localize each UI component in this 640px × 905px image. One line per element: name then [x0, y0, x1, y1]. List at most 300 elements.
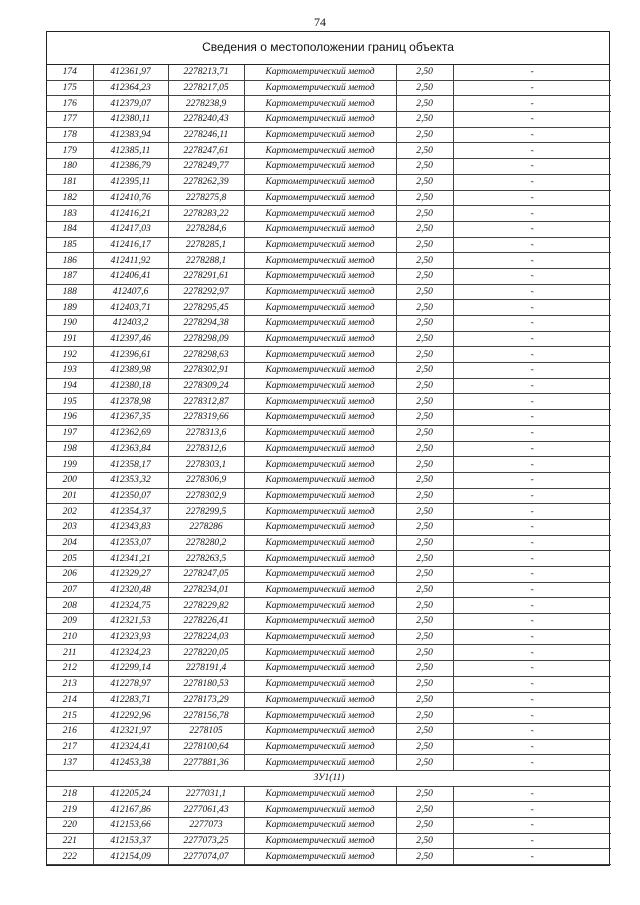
y-coordinate-cell: 2278226,41: [168, 614, 244, 630]
x-coordinate-cell: 412153,37: [93, 833, 168, 849]
point-number-cell: 202: [47, 504, 93, 520]
table-row: [47, 708, 611, 724]
table-row: [47, 300, 611, 316]
note-cell: -: [453, 849, 611, 865]
method-cell: Картометрический метод: [244, 849, 396, 865]
x-coordinate-cell: 412324,41: [93, 739, 168, 755]
table-row: [47, 347, 611, 363]
x-coordinate-cell: 412299,14: [93, 661, 168, 677]
x-coordinate-cell: 412354,37: [93, 504, 168, 520]
method-cell: Картометрический метод: [244, 535, 396, 551]
point-number-cell: 193: [47, 363, 93, 379]
point-number-cell: 201: [47, 488, 93, 504]
method-cell: Картометрический метод: [244, 331, 396, 347]
accuracy-cell: 2,50: [396, 253, 453, 269]
method-cell: Картометрический метод: [244, 410, 396, 426]
table-row: [47, 582, 611, 598]
y-coordinate-cell: 2278295,45: [168, 300, 244, 316]
method-cell: Картометрический метод: [244, 441, 396, 457]
x-coordinate-cell: 412153,66: [93, 818, 168, 834]
x-coordinate-cell: 412395,11: [93, 174, 168, 190]
y-coordinate-cell: 2278217,05: [168, 80, 244, 96]
note-cell: -: [453, 394, 611, 410]
table-row: [47, 143, 611, 159]
note-cell: -: [453, 425, 611, 441]
table-row: [47, 755, 611, 771]
table-row: [47, 441, 611, 457]
method-cell: Картометрический метод: [244, 190, 396, 206]
accuracy-cell: 2,50: [396, 316, 453, 332]
accuracy-cell: 2,50: [396, 645, 453, 661]
x-coordinate-cell: 412341,21: [93, 551, 168, 567]
accuracy-cell: 2,50: [396, 786, 453, 802]
note-cell: -: [453, 316, 611, 332]
y-coordinate-cell: 2278238,9: [168, 96, 244, 112]
note-cell: -: [453, 472, 611, 488]
point-number-cell: 185: [47, 237, 93, 253]
method-cell: Картометрический метод: [244, 567, 396, 583]
method-cell: Картометрический метод: [244, 112, 396, 128]
x-coordinate-cell: 412411,92: [93, 253, 168, 269]
method-cell: Картометрический метод: [244, 237, 396, 253]
point-number-cell: 174: [47, 65, 93, 80]
x-coordinate-cell: 412353,07: [93, 535, 168, 551]
x-coordinate-cell: 412350,07: [93, 488, 168, 504]
accuracy-cell: 2,50: [396, 441, 453, 457]
y-coordinate-cell: 2278262,39: [168, 174, 244, 190]
note-cell: -: [453, 582, 611, 598]
note-cell: -: [453, 833, 611, 849]
point-number-cell: 207: [47, 582, 93, 598]
table-row: [47, 96, 611, 112]
x-coordinate-cell: 412353,32: [93, 472, 168, 488]
y-coordinate-cell: 2278306,9: [168, 472, 244, 488]
y-coordinate-cell: 2278286: [168, 519, 244, 535]
table-row: [47, 614, 611, 630]
note-cell: -: [453, 174, 611, 190]
method-cell: Картометрический метод: [244, 582, 396, 598]
table-row: [47, 598, 611, 614]
point-number-cell: 205: [47, 551, 93, 567]
x-coordinate-cell: 412385,11: [93, 143, 168, 159]
x-coordinate-cell: 412364,23: [93, 80, 168, 96]
note-cell: -: [453, 65, 611, 80]
method-cell: Картометрический метод: [244, 818, 396, 834]
x-coordinate-cell: 412397,46: [93, 331, 168, 347]
point-number-cell: 220: [47, 818, 93, 834]
note-cell: -: [453, 504, 611, 520]
accuracy-cell: 2,50: [396, 551, 453, 567]
note-cell: -: [453, 300, 611, 316]
accuracy-cell: 2,50: [396, 723, 453, 739]
x-coordinate-cell: 412324,23: [93, 645, 168, 661]
accuracy-cell: 2,50: [396, 567, 453, 583]
y-coordinate-cell: 2278298,63: [168, 347, 244, 363]
table-row: [47, 472, 611, 488]
y-coordinate-cell: 2278105: [168, 723, 244, 739]
accuracy-cell: 2,50: [396, 284, 453, 300]
accuracy-cell: 2,50: [396, 159, 453, 175]
note-cell: -: [453, 661, 611, 677]
accuracy-cell: 2,50: [396, 378, 453, 394]
accuracy-cell: 2,50: [396, 818, 453, 834]
y-coordinate-cell: 2278213,71: [168, 65, 244, 80]
accuracy-cell: 2,50: [396, 739, 453, 755]
x-coordinate-cell: 412406,41: [93, 268, 168, 284]
x-coordinate-cell: 412403,2: [93, 316, 168, 332]
table-row: [47, 253, 611, 269]
y-coordinate-cell: 2277074,07: [168, 849, 244, 865]
x-coordinate-cell: 412320,48: [93, 582, 168, 598]
x-coordinate-cell: 412343,83: [93, 519, 168, 535]
x-coordinate-cell: 412389,98: [93, 363, 168, 379]
y-coordinate-cell: 2278319,66: [168, 410, 244, 426]
accuracy-cell: 2,50: [396, 190, 453, 206]
y-coordinate-cell: 2277881,36: [168, 755, 244, 771]
table-row: [47, 378, 611, 394]
method-cell: Картометрический метод: [244, 661, 396, 677]
point-number-cell: 196: [47, 410, 93, 426]
y-coordinate-cell: 2278247,05: [168, 567, 244, 583]
table-row: [47, 802, 611, 818]
accuracy-cell: 2,50: [396, 425, 453, 441]
y-coordinate-cell: 2278288,1: [168, 253, 244, 269]
x-coordinate-cell: 412380,18: [93, 378, 168, 394]
x-coordinate-cell: 412363,84: [93, 441, 168, 457]
note-cell: -: [453, 190, 611, 206]
y-coordinate-cell: 2278246,11: [168, 127, 244, 143]
x-coordinate-cell: 412378,98: [93, 394, 168, 410]
x-coordinate-cell: 412362,69: [93, 425, 168, 441]
note-cell: -: [453, 614, 611, 630]
y-coordinate-cell: 2278283,22: [168, 206, 244, 222]
accuracy-cell: 2,50: [396, 174, 453, 190]
point-number-cell: 189: [47, 300, 93, 316]
table-row: [47, 457, 611, 473]
point-number-cell: 188: [47, 284, 93, 300]
note-cell: -: [453, 221, 611, 237]
accuracy-cell: 2,50: [396, 237, 453, 253]
x-coordinate-cell: 412167,86: [93, 802, 168, 818]
note-cell: -: [453, 551, 611, 567]
accuracy-cell: 2,50: [396, 363, 453, 379]
table-row: [47, 849, 611, 865]
accuracy-cell: 2,50: [396, 410, 453, 426]
point-number-cell: 179: [47, 143, 93, 159]
y-coordinate-cell: 2278173,29: [168, 692, 244, 708]
accuracy-cell: 2,50: [396, 802, 453, 818]
y-coordinate-cell: 2277073,25: [168, 833, 244, 849]
method-cell: Картометрический метод: [244, 221, 396, 237]
y-coordinate-cell: 2278285,1: [168, 237, 244, 253]
accuracy-cell: 2,50: [396, 629, 453, 645]
accuracy-cell: 2,50: [396, 80, 453, 96]
y-coordinate-cell: 2278220,05: [168, 645, 244, 661]
boundary-table: [46, 31, 610, 866]
accuracy-cell: 2,50: [396, 692, 453, 708]
method-cell: Картометрический метод: [244, 802, 396, 818]
y-coordinate-cell: 2278224,03: [168, 629, 244, 645]
y-coordinate-cell: 2277061,43: [168, 802, 244, 818]
x-coordinate-cell: 412205,24: [93, 786, 168, 802]
point-number-cell: 214: [47, 692, 93, 708]
note-cell: -: [453, 363, 611, 379]
x-coordinate-cell: 412292,96: [93, 708, 168, 724]
x-coordinate-cell: 412403,71: [93, 300, 168, 316]
note-cell: -: [453, 692, 611, 708]
point-number-cell: 206: [47, 567, 93, 583]
point-number-cell: 180: [47, 159, 93, 175]
accuracy-cell: 2,50: [396, 661, 453, 677]
point-number-cell: 209: [47, 614, 93, 630]
x-coordinate-cell: 412154,09: [93, 849, 168, 865]
point-number-cell: 221: [47, 833, 93, 849]
accuracy-cell: 2,50: [396, 143, 453, 159]
x-coordinate-cell: 412407,6: [93, 284, 168, 300]
y-coordinate-cell: 2278234,01: [168, 582, 244, 598]
note-cell: -: [453, 112, 611, 128]
point-number-cell: 192: [47, 347, 93, 363]
note-cell: -: [453, 253, 611, 269]
accuracy-cell: 2,50: [396, 676, 453, 692]
point-number-cell: 204: [47, 535, 93, 551]
point-number-cell: 216: [47, 723, 93, 739]
method-cell: Картометрический метод: [244, 253, 396, 269]
accuracy-cell: 2,50: [396, 300, 453, 316]
note-cell: -: [453, 708, 611, 724]
y-coordinate-cell: 2277073: [168, 818, 244, 834]
point-number-cell: 212: [47, 661, 93, 677]
note-cell: -: [453, 268, 611, 284]
table-row: [47, 723, 611, 739]
x-coordinate-cell: 412283,71: [93, 692, 168, 708]
method-cell: Картометрический метод: [244, 786, 396, 802]
accuracy-cell: 2,50: [396, 598, 453, 614]
section-label: ЗУ1(11): [47, 770, 611, 786]
table-row: [47, 488, 611, 504]
note-cell: -: [453, 802, 611, 818]
accuracy-cell: 2,50: [396, 112, 453, 128]
note-cell: -: [453, 410, 611, 426]
y-coordinate-cell: 2278229,82: [168, 598, 244, 614]
point-number-cell: 177: [47, 112, 93, 128]
y-coordinate-cell: 2278249,77: [168, 159, 244, 175]
table-row: [47, 206, 611, 222]
method-cell: Картометрический метод: [244, 645, 396, 661]
point-number-cell: 183: [47, 206, 93, 222]
accuracy-cell: 2,50: [396, 347, 453, 363]
y-coordinate-cell: 2278303,1: [168, 457, 244, 473]
point-number-cell: 184: [47, 221, 93, 237]
method-cell: Картометрический метод: [244, 504, 396, 520]
table-row: [47, 363, 611, 379]
accuracy-cell: 2,50: [396, 331, 453, 347]
accuracy-cell: 2,50: [396, 472, 453, 488]
note-cell: -: [453, 629, 611, 645]
method-cell: Картометрический метод: [244, 598, 396, 614]
note-cell: -: [453, 488, 611, 504]
table-row: [47, 818, 611, 834]
y-coordinate-cell: 2278180,53: [168, 676, 244, 692]
note-cell: -: [453, 284, 611, 300]
point-number-cell: 191: [47, 331, 93, 347]
accuracy-cell: 2,50: [396, 833, 453, 849]
point-number-cell: 176: [47, 96, 93, 112]
point-number-cell: 210: [47, 629, 93, 645]
y-coordinate-cell: 2278100,64: [168, 739, 244, 755]
accuracy-cell: 2,50: [396, 457, 453, 473]
table-row: [47, 551, 611, 567]
accuracy-cell: 2,50: [396, 394, 453, 410]
x-coordinate-cell: 412324,75: [93, 598, 168, 614]
note-cell: -: [453, 457, 611, 473]
table-row: [47, 519, 611, 535]
y-coordinate-cell: 2278263,5: [168, 551, 244, 567]
accuracy-cell: 2,50: [396, 708, 453, 724]
method-cell: Картометрический метод: [244, 739, 396, 755]
table-row: [47, 159, 611, 175]
method-cell: Картометрический метод: [244, 472, 396, 488]
point-number-cell: 200: [47, 472, 93, 488]
y-coordinate-cell: 2278294,38: [168, 316, 244, 332]
x-coordinate-cell: 412416,21: [93, 206, 168, 222]
point-number-cell: 187: [47, 268, 93, 284]
point-number-cell: 182: [47, 190, 93, 206]
method-cell: Картометрический метод: [244, 519, 396, 535]
table-row: [47, 127, 611, 143]
x-coordinate-cell: 412379,07: [93, 96, 168, 112]
y-coordinate-cell: 2278298,09: [168, 331, 244, 347]
x-coordinate-cell: 412416,17: [93, 237, 168, 253]
y-coordinate-cell: 2278156,78: [168, 708, 244, 724]
method-cell: Картометрический метод: [244, 692, 396, 708]
page-number: 74: [314, 15, 326, 29]
table-body: [47, 65, 611, 865]
y-coordinate-cell: 2278280,2: [168, 535, 244, 551]
x-coordinate-cell: 412380,11: [93, 112, 168, 128]
method-cell: Картометрический метод: [244, 174, 396, 190]
y-coordinate-cell: 2278302,91: [168, 363, 244, 379]
table-row: [47, 535, 611, 551]
method-cell: Картометрический метод: [244, 614, 396, 630]
method-cell: Картометрический метод: [244, 65, 396, 80]
accuracy-cell: 2,50: [396, 582, 453, 598]
point-number-cell: 213: [47, 676, 93, 692]
table-row: [47, 692, 611, 708]
y-coordinate-cell: 2278309,24: [168, 378, 244, 394]
x-coordinate-cell: 412383,94: [93, 127, 168, 143]
note-cell: -: [453, 786, 611, 802]
method-cell: Картометрический метод: [244, 127, 396, 143]
y-coordinate-cell: 2278292,97: [168, 284, 244, 300]
x-coordinate-cell: 412361,97: [93, 65, 168, 80]
table-row: [47, 661, 611, 677]
point-number-cell: 195: [47, 394, 93, 410]
point-number-cell: 215: [47, 708, 93, 724]
accuracy-cell: 2,50: [396, 96, 453, 112]
method-cell: Картометрический метод: [244, 300, 396, 316]
note-cell: -: [453, 159, 611, 175]
point-number-cell: 218: [47, 786, 93, 802]
y-coordinate-cell: 2278312,87: [168, 394, 244, 410]
accuracy-cell: 2,50: [396, 206, 453, 222]
table-row: [47, 237, 611, 253]
y-coordinate-cell: 2278299,5: [168, 504, 244, 520]
table-row: [47, 331, 611, 347]
table-row: [47, 316, 611, 332]
point-number-cell: 190: [47, 316, 93, 332]
point-number-cell: 197: [47, 425, 93, 441]
point-number-cell: 178: [47, 127, 93, 143]
table-row: [47, 394, 611, 410]
table-row: [47, 833, 611, 849]
coordinates-table: [47, 65, 611, 865]
table-row: [47, 80, 611, 96]
method-cell: Картометрический метод: [244, 457, 396, 473]
point-number-cell: 186: [47, 253, 93, 269]
x-coordinate-cell: 412410,76: [93, 190, 168, 206]
note-cell: -: [453, 237, 611, 253]
x-coordinate-cell: 412278,97: [93, 676, 168, 692]
y-coordinate-cell: 2278313,6: [168, 425, 244, 441]
x-coordinate-cell: 412367,35: [93, 410, 168, 426]
note-cell: -: [453, 441, 611, 457]
method-cell: Картометрический метод: [244, 488, 396, 504]
method-cell: Картометрический метод: [244, 378, 396, 394]
table-row: [47, 65, 611, 80]
point-number-cell: 199: [47, 457, 93, 473]
note-cell: -: [453, 598, 611, 614]
y-coordinate-cell: 2278275,8: [168, 190, 244, 206]
method-cell: Картометрический метод: [244, 347, 396, 363]
x-coordinate-cell: 412321,97: [93, 723, 168, 739]
table-row: [47, 174, 611, 190]
method-cell: Картометрический метод: [244, 676, 396, 692]
y-coordinate-cell: 2278191,4: [168, 661, 244, 677]
y-coordinate-cell: 2278302,9: [168, 488, 244, 504]
method-cell: Картометрический метод: [244, 143, 396, 159]
x-coordinate-cell: 412329,27: [93, 567, 168, 583]
table-row: [47, 645, 611, 661]
note-cell: -: [453, 378, 611, 394]
table-row: [47, 284, 611, 300]
method-cell: Картометрический метод: [244, 551, 396, 567]
accuracy-cell: 2,50: [396, 65, 453, 80]
note-cell: -: [453, 519, 611, 535]
point-number-cell: 203: [47, 519, 93, 535]
note-cell: -: [453, 645, 611, 661]
table-row: [47, 676, 611, 692]
table-row: [47, 504, 611, 520]
note-cell: -: [453, 331, 611, 347]
point-number-cell: 181: [47, 174, 93, 190]
method-cell: Картометрический метод: [244, 363, 396, 379]
table-row: [47, 629, 611, 645]
x-coordinate-cell: 412321,53: [93, 614, 168, 630]
x-coordinate-cell: 412396,61: [93, 347, 168, 363]
accuracy-cell: 2,50: [396, 221, 453, 237]
method-cell: Картометрический метод: [244, 159, 396, 175]
method-cell: Картометрический метод: [244, 80, 396, 96]
note-cell: -: [453, 818, 611, 834]
method-cell: Картометрический метод: [244, 708, 396, 724]
section-row: [47, 770, 611, 786]
table-title: Сведения о местоположении границ объекта: [47, 32, 609, 65]
note-cell: -: [453, 567, 611, 583]
note-cell: -: [453, 80, 611, 96]
method-cell: Картометрический метод: [244, 833, 396, 849]
method-cell: Картометрический метод: [244, 268, 396, 284]
